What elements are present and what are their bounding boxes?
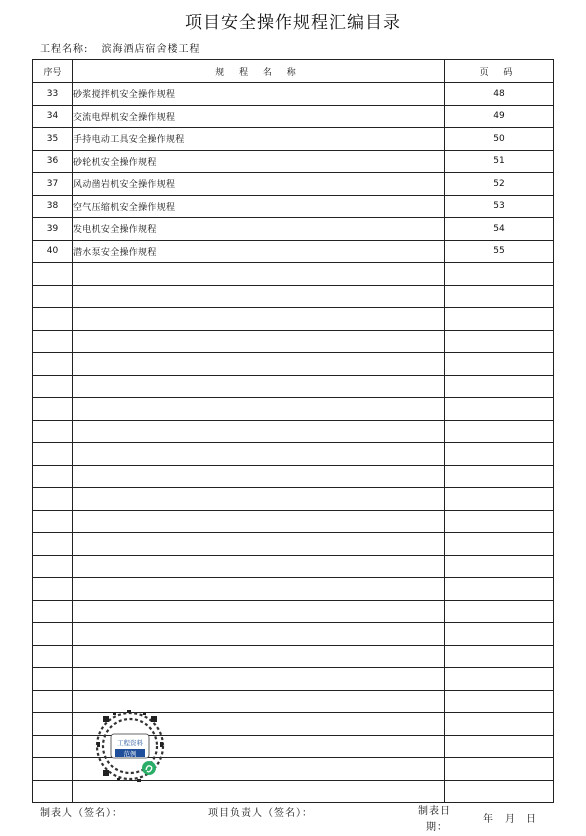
row-page-number (445, 443, 554, 466)
header-serial: 序号 (33, 60, 73, 83)
row-procedure-name (73, 330, 445, 353)
row-page-number (445, 600, 554, 623)
row-procedure-name (73, 398, 445, 421)
blank-table-row (33, 668, 554, 691)
row-page-number: 52 (445, 173, 554, 196)
blank-table-row (33, 375, 554, 398)
qr-badge-line2: 范例 (123, 750, 137, 758)
row-page-number (445, 375, 554, 398)
project-name-label: 工程名称: (40, 44, 89, 55)
row-page-number (445, 308, 554, 331)
blank-table-row (33, 263, 554, 286)
row-serial: 35 (33, 128, 73, 151)
blank-table-row (33, 398, 554, 421)
row-serial: 39 (33, 218, 73, 241)
row-serial: 34 (33, 105, 73, 128)
blank-table-row (33, 510, 554, 533)
row-procedure-name: 交流电焊机安全操作规程 (73, 105, 445, 128)
row-page-number: 50 (445, 128, 554, 151)
date-year-label: 年 (483, 814, 494, 825)
row-serial (33, 353, 73, 376)
blank-table-row (33, 600, 554, 623)
row-procedure-name: 空气压缩机安全操作规程 (73, 195, 445, 218)
row-serial (33, 398, 73, 421)
row-serial (33, 420, 73, 443)
row-serial (33, 578, 73, 601)
blank-table-row (33, 623, 554, 646)
row-serial (33, 443, 73, 466)
blank-table-row (33, 555, 554, 578)
row-page-number (445, 263, 554, 286)
table-body (33, 83, 554, 803)
row-serial (33, 645, 73, 668)
row-procedure-name (73, 420, 445, 443)
row-page-number (445, 285, 554, 308)
qr-code-icon (93, 704, 167, 784)
row-page-number: 54 (445, 218, 554, 241)
row-serial (33, 690, 73, 713)
row-page-number (445, 735, 554, 758)
row-page-number (445, 690, 554, 713)
table-row (33, 240, 554, 263)
project-name-line (40, 40, 201, 55)
row-serial (33, 555, 73, 578)
row-procedure-name (73, 510, 445, 533)
row-procedure-name (73, 645, 445, 668)
row-procedure-name (73, 375, 445, 398)
blank-table-row (33, 285, 554, 308)
project-name-value: 滨海酒店宿舍楼工程 (101, 44, 201, 55)
row-page-number (445, 353, 554, 376)
row-page-number: 51 (445, 150, 554, 173)
row-page-number (445, 668, 554, 691)
row-page-number (445, 555, 554, 578)
qr-badge-line1: 工程资料 (117, 739, 143, 747)
row-serial: 40 (33, 240, 73, 263)
row-page-number (445, 780, 554, 803)
table-row (33, 105, 554, 128)
row-serial (33, 533, 73, 556)
row-procedure-name (73, 465, 445, 488)
row-page-number (445, 398, 554, 421)
row-procedure-name (73, 533, 445, 556)
row-procedure-name (73, 443, 445, 466)
row-serial (33, 735, 73, 758)
row-page-number: 49 (445, 105, 554, 128)
row-procedure-name (73, 555, 445, 578)
row-page-number (445, 330, 554, 353)
table-row (33, 150, 554, 173)
date-label-line1: 制表日 (418, 806, 451, 817)
row-serial (33, 713, 73, 736)
row-serial (33, 758, 73, 781)
row-serial (33, 623, 73, 646)
row-procedure-name (73, 578, 445, 601)
maker-signature-label: 制表人（签名）： (40, 808, 123, 819)
table-row (33, 195, 554, 218)
row-serial (33, 285, 73, 308)
table-row (33, 128, 554, 151)
row-serial: 33 (33, 83, 73, 106)
row-procedure-name (73, 308, 445, 331)
row-page-number (445, 488, 554, 511)
row-procedure-name: 风动凿岩机安全操作规程 (73, 173, 445, 196)
row-serial: 38 (33, 195, 73, 218)
row-serial (33, 465, 73, 488)
row-page-number (445, 510, 554, 533)
row-page-number: 53 (445, 195, 554, 218)
blank-table-row (33, 488, 554, 511)
table-row (33, 173, 554, 196)
qr-code-watermark (93, 704, 167, 784)
row-page-number (445, 578, 554, 601)
row-serial (33, 375, 73, 398)
row-serial (33, 308, 73, 331)
row-procedure-name: 潜水泵安全操作规程 (73, 240, 445, 263)
row-page-number (445, 533, 554, 556)
row-serial (33, 510, 73, 533)
row-procedure-name: 发电机安全操作规程 (73, 218, 445, 241)
blank-table-row (33, 533, 554, 556)
toc-table (32, 59, 554, 803)
row-procedure-name (73, 488, 445, 511)
blank-table-row (33, 308, 554, 331)
row-procedure-name: 手持电动工具安全操作规程 (73, 128, 445, 151)
row-page-number: 48 (445, 83, 554, 106)
blank-table-row (33, 465, 554, 488)
row-procedure-name (73, 600, 445, 623)
date-label-line2: 期： (426, 822, 448, 833)
row-serial (33, 488, 73, 511)
blank-table-row (33, 420, 554, 443)
table-header-row (33, 60, 554, 83)
row-serial (33, 330, 73, 353)
blank-table-row (33, 645, 554, 668)
blank-table-row (33, 330, 554, 353)
document-title: 项目安全操作规程汇编目录 (185, 13, 401, 33)
table-row (33, 83, 554, 106)
row-page-number (445, 420, 554, 443)
row-procedure-name (73, 353, 445, 376)
date-month-label: 月 (505, 814, 516, 825)
row-procedure-name: 砂轮机安全操作规程 (73, 150, 445, 173)
row-serial: 36 (33, 150, 73, 173)
header-procedure-name: 规 程 名 称 (73, 60, 445, 83)
row-page-number (445, 713, 554, 736)
mini-program-icon (142, 761, 156, 775)
header-page: 页 码 (445, 60, 554, 83)
row-serial (33, 780, 73, 803)
manager-signature-label: 项目负责人（签名）： (208, 808, 313, 819)
row-serial (33, 600, 73, 623)
blank-table-row (33, 443, 554, 466)
row-serial (33, 263, 73, 286)
blank-table-row (33, 578, 554, 601)
row-procedure-name (73, 668, 445, 691)
row-page-number (445, 465, 554, 488)
row-page-number (445, 645, 554, 668)
row-procedure-name: 砂浆搅拌机安全操作规程 (73, 83, 445, 106)
row-procedure-name (73, 623, 445, 646)
blank-table-row (33, 353, 554, 376)
row-serial (33, 668, 73, 691)
row-procedure-name (73, 285, 445, 308)
date-day-label: 日 (526, 814, 537, 825)
row-procedure-name (73, 263, 445, 286)
row-serial: 37 (33, 173, 73, 196)
row-page-number (445, 758, 554, 781)
table-row (33, 218, 554, 241)
row-page-number: 55 (445, 240, 554, 263)
row-page-number (445, 623, 554, 646)
